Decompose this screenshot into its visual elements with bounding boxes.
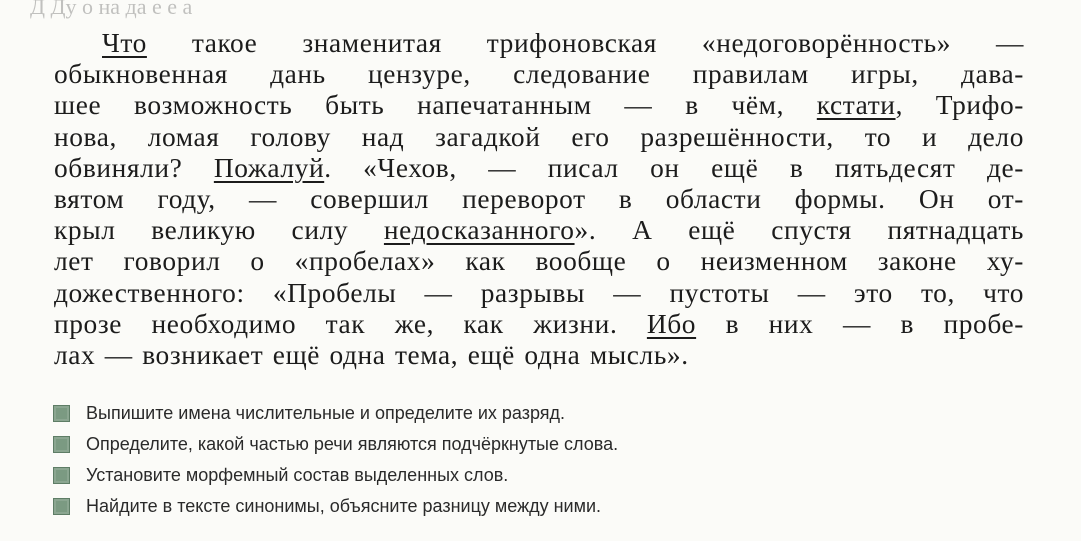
- task-item: [53, 491, 618, 522]
- square-bullet-icon: [53, 467, 70, 484]
- task-item: [53, 460, 618, 491]
- text-line: [54, 278, 1024, 309]
- task-item: [53, 398, 618, 429]
- text-segment: , Трифо-: [895, 90, 1024, 121]
- text-segment: шее возможность быть напечатанным — в чём,: [54, 90, 817, 121]
- text-segment: в них — в пробе-: [696, 308, 1024, 339]
- text-line: [54, 90, 1024, 121]
- text-segment: крыл великую силу: [54, 215, 384, 246]
- underlined-word-ibo: Ибо: [646, 308, 697, 339]
- text-segment: лет говорил о «пробелах» как вообще о неизменном законе ху-: [54, 246, 1024, 277]
- text-line: [54, 215, 1024, 246]
- text-segment: ». А ещё спустя пятнадцать: [574, 215, 1024, 246]
- underlined-word-pozhaluy: Пожалуй: [213, 152, 325, 183]
- underlined-word-kstati: кстати: [816, 90, 896, 121]
- task-text: Определите, какой частью речи являются подчёркнутые слова.: [86, 434, 619, 454]
- square-bullet-icon: [53, 405, 70, 422]
- text-line: [54, 59, 1024, 90]
- cut-off-header-line: Д Ду о на да е е а: [30, 0, 193, 19]
- text-line: [54, 309, 1024, 340]
- text-segment: нова, ломая голову над загадкой его разрешённости, то и дело: [54, 121, 1024, 152]
- text-line: [54, 153, 1024, 184]
- text-line: [54, 340, 1024, 371]
- underlined-word-nedoskazannogo: недосказанного: [383, 215, 575, 246]
- square-bullet-icon: [53, 498, 70, 515]
- text-line: [54, 28, 1024, 59]
- underlined-word-chto: Что: [102, 28, 147, 58]
- text-segment: прозе необходимо так же, как жизни.: [54, 308, 647, 339]
- text-line: [54, 246, 1024, 277]
- task-text: Установите морфемный состав выделенных слов.: [86, 465, 509, 485]
- text-segment: такое знаменитая трифоновская «недоговорённость» —: [146, 28, 1024, 58]
- task-text: Выпишите имена числительные и определите их разряд.: [86, 403, 566, 423]
- text-segment: вятом году, — совершил переворот в области формы. Он от-: [54, 183, 1024, 214]
- text-segment: лах — возникает ещё одна тема, ещё одна мысль».: [54, 339, 689, 370]
- task-text: Найдите в тексте синонимы, объясните разницу между ними.: [86, 496, 602, 516]
- text-segment: дожественного: «Пробелы — разрывы — пустоты — это то, что: [54, 277, 1024, 308]
- text-line: [54, 122, 1024, 153]
- text-segment: . «Чехов, — писал он ещё в пятьдесят де-: [324, 152, 1024, 183]
- text-line: [54, 184, 1024, 215]
- text-segment: обвиняли?: [54, 152, 214, 183]
- square-bullet-icon: [53, 436, 70, 453]
- main-text-paragraph: [54, 28, 1024, 371]
- task-list: [53, 398, 618, 522]
- text-segment: обыкновенная дань цензуре, следование правилам игры, дава-: [54, 59, 1024, 90]
- task-item: [53, 429, 618, 460]
